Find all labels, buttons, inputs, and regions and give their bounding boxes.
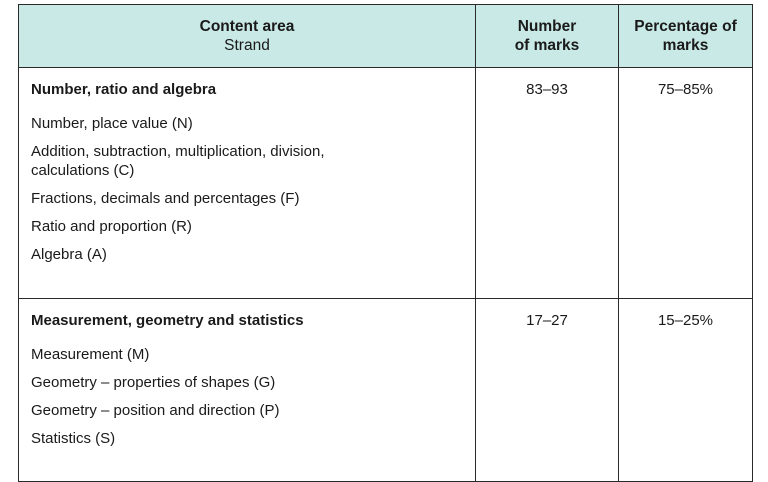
header-strand-label: Strand — [224, 37, 270, 54]
header-number-of-marks-line1: Number — [517, 18, 577, 35]
table-row — [19, 299, 753, 482]
content-area-cell — [19, 68, 476, 299]
header-content-area-label: Content area — [199, 18, 295, 35]
header-content-area — [19, 5, 476, 68]
strand-item: Number, place value (N) — [31, 115, 193, 132]
strand-item: Ratio and proportion (R) — [31, 218, 192, 235]
header-percentage-line1: Percentage of — [634, 18, 737, 35]
marks-cell: 83–93 — [476, 68, 619, 299]
percentage-cell: 15–25% — [619, 299, 753, 482]
header-number-of-marks-line2: of marks — [514, 37, 580, 54]
header-number-of-marks — [476, 5, 619, 68]
strand-item: Measurement (M) — [31, 346, 150, 363]
area-title: Measurement, geometry and statistics — [31, 312, 304, 329]
content-area-table-wrapper — [18, 4, 752, 447]
percentage-cell: 75–85% — [619, 68, 753, 299]
strand-item: Statistics (S) — [31, 430, 116, 447]
header-percentage-of-marks — [619, 5, 753, 68]
header-percentage-line2: marks — [662, 37, 709, 54]
table-row — [19, 68, 753, 299]
area-title: Number, ratio and algebra — [31, 81, 217, 98]
strand-item: Algebra (A) — [31, 246, 107, 263]
strand-item: Fractions, decimals and percentages (F) — [31, 190, 300, 207]
strand-item: Geometry – properties of shapes (G) — [31, 374, 276, 391]
content-area-table — [18, 4, 753, 482]
strand-item: Addition, subtraction, multiplication, division, — [31, 143, 325, 160]
marks-cell: 17–27 — [476, 299, 619, 482]
content-area-cell — [19, 299, 476, 482]
table-header-row — [19, 5, 753, 68]
strand-item: Geometry – position and direction (P) — [31, 402, 280, 419]
strand-item: calculations (C) — [31, 162, 135, 179]
